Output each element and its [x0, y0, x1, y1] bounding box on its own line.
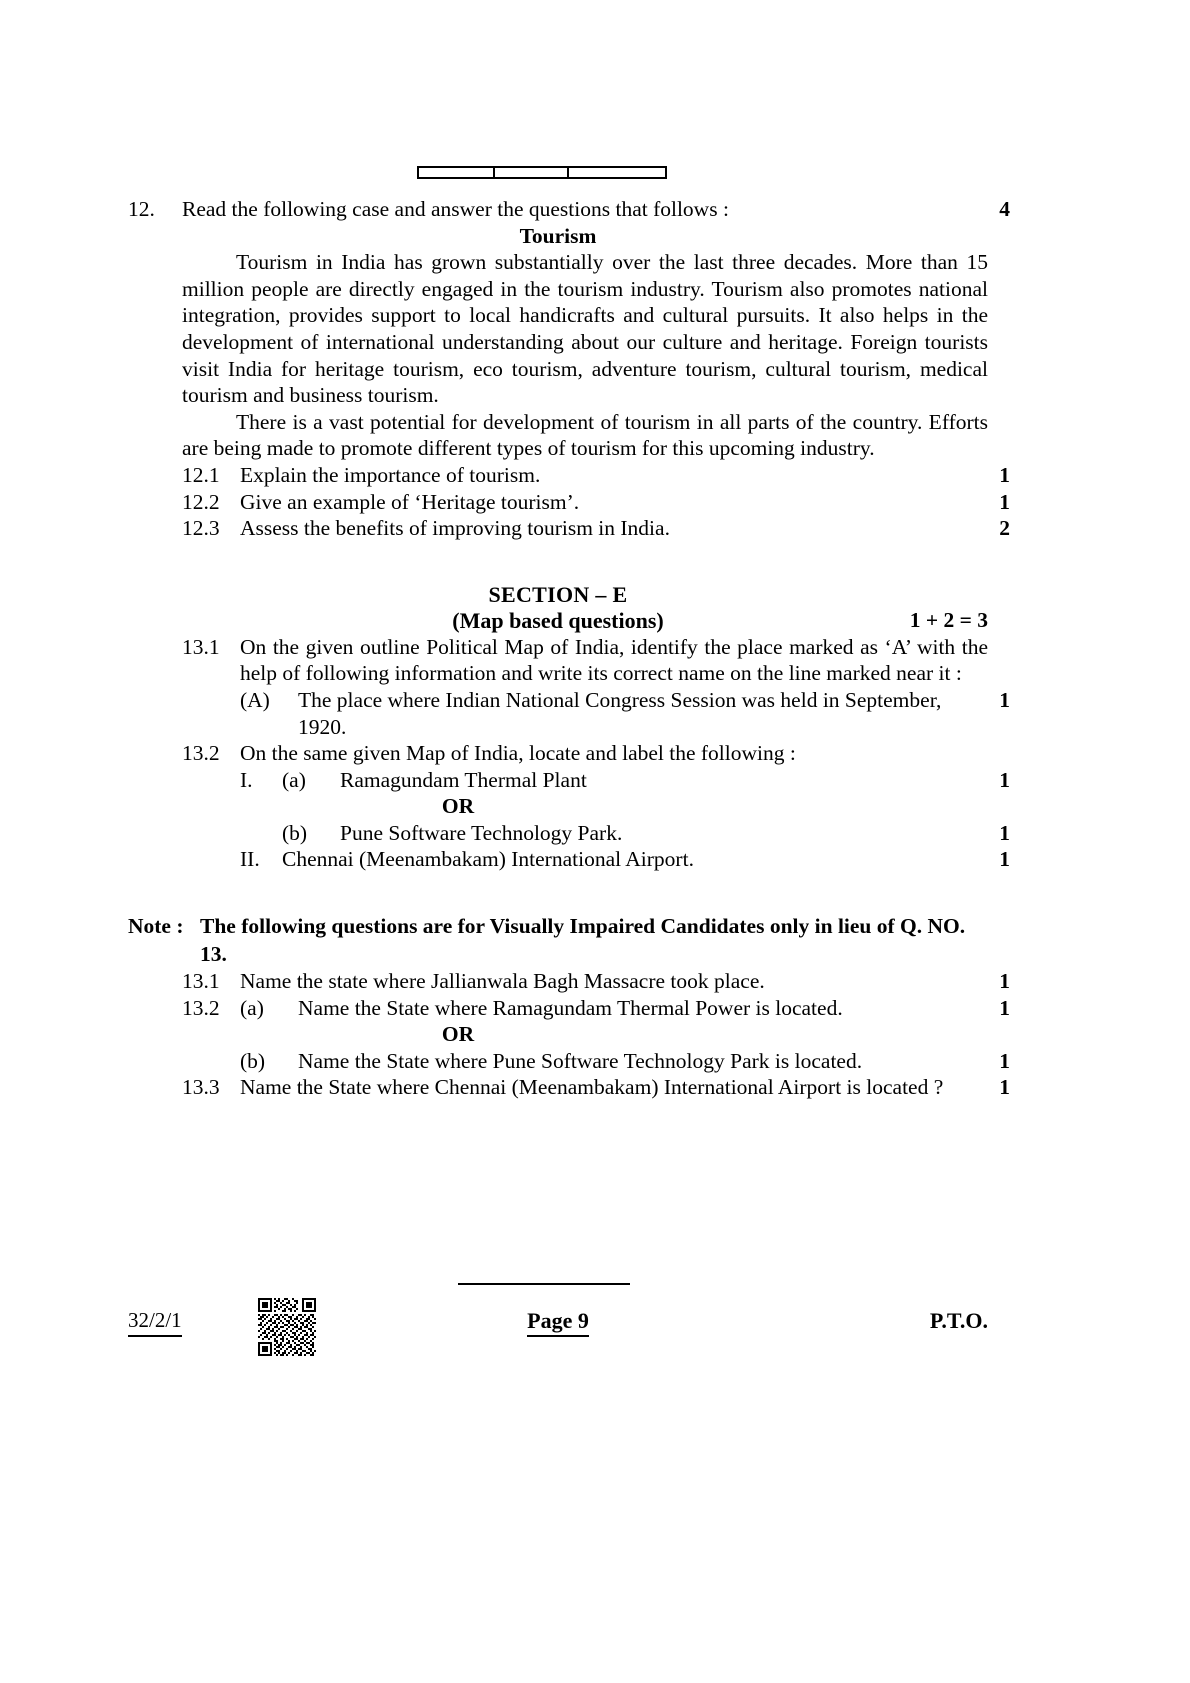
vi-question-13-3-text: Name the State where Chennai (Meenambakam) International Airport is located ?: [240, 1075, 944, 1100]
note-block-row: [128, 913, 988, 968]
question-12-1-row: [128, 462, 1010, 489]
vi-question-13-2b-row: [128, 1048, 1010, 1075]
question-12-marks: 4: [999, 197, 1010, 221]
question-12-3-text: Assess the benefits of improving tourism in India.: [240, 516, 670, 541]
question-13-2-or-label: OR: [441, 794, 475, 819]
question-13-2-number: 13.2: [182, 741, 220, 766]
question-13-1-item-a-marks: 1: [999, 687, 1010, 712]
page-content: [128, 196, 1010, 1101]
question-13-2-item-1a-text: Ramagundam Thermal Plant: [340, 767, 587, 792]
section-e-subtitle: (Map based questions): [452, 607, 664, 633]
question-13-1-text: On the given outline Political Map of India, identify the place marked as ‘A’ with the help of following information and write its correct name on the line marked near it :: [240, 634, 988, 686]
question-13-2-item-2-text: Chennai (Meenambakam) International Airport.: [282, 847, 694, 872]
paper-code: 32/2/1: [128, 1308, 182, 1337]
question-12-stem-row: [128, 196, 1010, 223]
page-number: [128, 1308, 988, 1334]
question-12-3-marks: 2: [999, 516, 1010, 541]
vi-question-13-2a-marks: 1: [999, 995, 1010, 1020]
vi-question-13-2-number: 13.2: [182, 995, 220, 1020]
question-12-3-row: [128, 515, 1010, 542]
case-study-title: Tourism: [519, 223, 597, 248]
question-13-2-item-2-row: [128, 846, 1010, 873]
section-e-subtitle-row: [128, 608, 988, 634]
question-12-2-text: Give an example of ‘Heritage tourism’.: [240, 489, 580, 514]
vi-question-13-2b-text: Name the State where Pune Software Technology Park is located.: [298, 1048, 863, 1073]
question-13-2-item-1b-label: (b): [282, 820, 308, 845]
vi-question-13-2b-marks: 1: [999, 1048, 1010, 1073]
question-13-2-text: On the same given Map of India, locate and label the following :: [240, 741, 796, 766]
vi-question-13-3-number: 13.3: [182, 1075, 220, 1100]
question-12-3-number: 12.3: [182, 516, 220, 541]
question-13-1-item-a-label: (A): [240, 687, 270, 712]
page-footer: [128, 1298, 988, 1368]
vi-question-13-1-text: Name the state where Jallianwala Bagh Massacre took place.: [240, 969, 765, 994]
question-13-1-row: [128, 634, 988, 687]
question-13-1-item-a-row: [128, 687, 1010, 740]
case-paragraph-2: There is a vast potential for development of tourism in all parts of the country. Efforts are being made to promote different types of tourism for this upcoming industry.: [182, 409, 988, 461]
note-text: The following questions are for Visually Impaired Candidates only in lieu of Q. NO. 13.: [200, 914, 966, 966]
question-12-2-number: 12.2: [182, 489, 220, 514]
question-13-2-item-1b-text: Pune Software Technology Park.: [340, 820, 623, 845]
question-12-2-marks: 1: [999, 489, 1010, 514]
question-12-1-marks: 1: [999, 462, 1010, 487]
question-13-1-number: 13.1: [182, 634, 220, 659]
turn-over-label: P.T.O.: [929, 1308, 988, 1333]
vi-question-13-1-row: [128, 968, 1010, 995]
vi-question-13-1-marks: 1: [999, 969, 1010, 994]
vi-question-13-1-number: 13.1: [182, 969, 220, 994]
question-13-2-item-1-roman: I.: [240, 767, 253, 792]
page-number-text: Page 9: [527, 1308, 589, 1337]
question-13-2-item-1a-row: [128, 767, 1010, 794]
vi-question-13-2a-text: Name the State where Ramagundam Thermal Power is located.: [298, 995, 843, 1020]
question-12-number: 12.: [128, 197, 155, 221]
vi-question-13-2b-label: (b): [240, 1048, 266, 1073]
ornament-tick: [493, 168, 495, 177]
top-ornament-rule: [417, 166, 667, 179]
question-13-2-item-1a-label: (a): [282, 767, 306, 792]
section-e-marks: 1 + 2 = 3: [909, 607, 988, 632]
question-13-2-item-1b-row: [128, 820, 1010, 847]
case-paragraph-1: Tourism in India has grown substantially over the last three decades. More than 15 million people are directly engaged in the tourism industry. Tourism also promotes national integration, provides support to local handicrafts and cultural pursuits. It also helps in the development of international understanding about our culture and heritage. Foreign tourists visit India for heritage tourism, eco tourism, adventure tourism, cultural tourism, medical tourism and business tourism.: [182, 250, 988, 408]
question-13-2-item-2-marks: 1: [999, 847, 1010, 872]
note-label: Note :: [128, 914, 184, 939]
vi-or-label: OR: [441, 1022, 475, 1047]
question-13-2-item-2-roman: II.: [240, 847, 260, 872]
question-12-1-number: 12.1: [182, 462, 220, 487]
question-12-1-text: Explain the importance of tourism.: [240, 462, 541, 487]
ornament-tick: [567, 168, 569, 177]
question-13-1-item-a-text: The place where Indian National Congress Session was held in September, 1920.: [298, 687, 942, 739]
vi-question-13-2a-row: [128, 995, 1010, 1022]
footer-separator-rule: [458, 1283, 630, 1285]
question-13-2-row: [128, 740, 988, 767]
question-13-2-item-1a-marks: 1: [999, 767, 1010, 792]
vi-question-13-2a-label: (a): [240, 995, 264, 1020]
vi-question-13-3-marks: 1: [999, 1075, 1010, 1100]
vi-question-13-3-row: [128, 1074, 1010, 1101]
question-13-2-item-1b-marks: 1: [999, 820, 1010, 845]
question-12-stem-text: Read the following case and answer the questions that follows :: [182, 197, 729, 221]
section-e-title: SECTION – E: [488, 581, 628, 607]
question-12-2-row: [128, 489, 1010, 516]
